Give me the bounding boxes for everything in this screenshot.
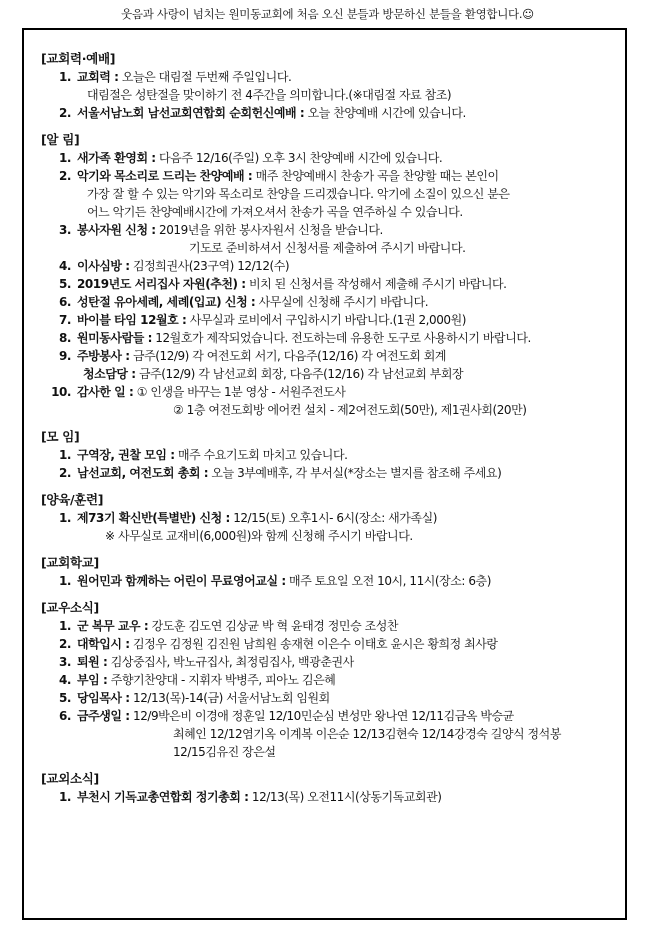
list-item xyxy=(41,464,616,482)
item-text: 매주 수요기도회 마치고 있습니다. xyxy=(174,448,348,462)
item-continuation: 대림절은 성탄절을 맞이하기 전 4주간을 의미합니다.(※대림절 자료 참조) xyxy=(87,88,452,102)
item-text: 사무실에 신청해 주시기 바랍니다. xyxy=(255,295,429,309)
item-label: 원미동사람들 : xyxy=(77,331,152,345)
item-label: 교회력 : xyxy=(77,70,119,84)
item-number: 9. xyxy=(58,349,71,363)
list-item xyxy=(41,275,616,293)
item-subline xyxy=(77,365,616,383)
item-line xyxy=(77,572,616,590)
item-content xyxy=(77,68,616,104)
section-title: [모 임] xyxy=(41,429,80,444)
list-item xyxy=(41,329,616,347)
item-text: 12/9박은비 이경애 정훈일 12/10민순심 변성만 왕나연 12/11김금옥 박승균 xyxy=(129,709,514,723)
bulletin-frame xyxy=(22,28,627,920)
item-label: 감사한 일 : xyxy=(77,385,134,399)
section-title: [교회학교] xyxy=(41,555,99,570)
item-note: ※ 사무실로 교재비(6,000원)와 함께 신청해 주시기 바랍니다. xyxy=(105,529,413,543)
item-text: 2019년을 위한 봉사자원서 신청을 받습니다. xyxy=(155,223,383,237)
list-item xyxy=(41,617,616,635)
item-number: 1. xyxy=(58,448,71,462)
item-label: 서울서남노회 남선교회연합회 순회헌신예배 : xyxy=(77,106,305,120)
section xyxy=(41,770,616,806)
item-content xyxy=(77,653,616,671)
welcome-message: 웃음과 사랑이 넘치는 원미동교회에 처음 오신 분들과 방문하신 분들을 환영합니다.☺ xyxy=(121,7,534,21)
item-continuation: 최혜인 12/12염기옥 이계복 이은순 12/13김현숙 12/14강경숙 길양식 정석봉 xyxy=(173,727,561,741)
item-line xyxy=(77,635,616,653)
section xyxy=(41,131,616,419)
item-number: 1. xyxy=(58,70,71,84)
list-item xyxy=(41,383,616,419)
list-item xyxy=(41,257,616,275)
item-label: 부천시 기독교총연합회 정기총회 : xyxy=(77,790,249,804)
list-item xyxy=(41,653,616,671)
item-content xyxy=(77,671,616,689)
item-label: 바이블 타임 12월호 : xyxy=(77,313,187,327)
list-item xyxy=(41,293,616,311)
item-content xyxy=(77,329,616,347)
item-line xyxy=(77,509,616,527)
item-content xyxy=(77,635,616,653)
item-text: 금주(12/9) 각 여전도회 서기, 다음주(12/16) 각 여전도회 회계 xyxy=(129,349,447,363)
item-number: 1. xyxy=(58,151,71,165)
item-content xyxy=(77,347,616,383)
item-text: 12/15(토) 오후1시- 6시(장소: 새가족실) xyxy=(229,511,437,525)
item-number: 4. xyxy=(58,673,71,687)
item-number: 3. xyxy=(58,655,71,669)
list-item xyxy=(41,509,616,545)
item-number: 2. xyxy=(58,466,71,480)
section xyxy=(41,554,616,590)
item-text: 강도훈 김도연 김상균 박 혁 윤태경 정민승 조성찬 xyxy=(148,619,399,633)
item-continuation: 어느 악기든 찬양예배시간에 가져오셔서 찬송가 곡을 연주하실 수 있습니다. xyxy=(87,205,463,219)
list-item xyxy=(41,572,616,590)
item-content xyxy=(77,293,616,311)
item-label: 금주생일 : xyxy=(77,709,130,723)
item-label: 부임 : xyxy=(77,673,108,687)
item-line xyxy=(77,617,616,635)
section xyxy=(41,599,616,761)
item-content xyxy=(77,104,616,122)
section-title: [교외소식] xyxy=(41,771,99,786)
item-line xyxy=(77,788,616,806)
item-number: 6. xyxy=(58,295,71,309)
item-number: 10. xyxy=(51,385,71,399)
list-item xyxy=(41,635,616,653)
item-line xyxy=(77,446,616,464)
section-title: [교회력·예배] xyxy=(41,51,116,66)
item-label: 봉사자원 신청 : xyxy=(77,223,156,237)
item-text: 매주 찬양예배시 찬송가 곡을 찬양할 때는 본인이 xyxy=(252,169,499,183)
item-label: 당임목사 : xyxy=(77,691,130,705)
item-content xyxy=(77,167,616,221)
item-number: 5. xyxy=(58,277,71,291)
item-text: ① 인생을 바꾸는 1분 영상 - 서원주전도사 xyxy=(133,385,346,399)
item-continuation: 12/15김유진 장은설 xyxy=(173,745,276,759)
item-content xyxy=(77,221,616,257)
item-line xyxy=(77,347,616,365)
item-line xyxy=(77,383,616,401)
item-label: 성탄절 유아세례, 세례(입교) 신청 : xyxy=(77,295,256,309)
item-number: 1. xyxy=(58,790,71,804)
item-text: 김정희권사(23구역) 12/12(수) xyxy=(129,259,290,273)
item-text: 12월호가 제작되었습니다. 전도하는데 유용한 도구로 사용하시기 바랍니다. xyxy=(151,331,531,345)
item-label: 대학입시 : xyxy=(77,637,130,651)
list-item xyxy=(41,68,616,104)
item-line xyxy=(77,329,616,347)
section-title: [양육/훈련] xyxy=(41,492,104,507)
item-text: 12/13(목) 오전11시(상동기독교회관) xyxy=(248,790,442,804)
list-item xyxy=(41,167,616,221)
item-label: 새가족 환영회 : xyxy=(77,151,156,165)
item-number: 5. xyxy=(58,691,71,705)
item-line xyxy=(77,68,616,86)
item-number: 8. xyxy=(58,331,71,345)
item-text: 사무실과 로비에서 구입하시기 바랍니다.(1권 2,000원) xyxy=(186,313,466,327)
item-line xyxy=(77,149,616,167)
list-item xyxy=(41,311,616,329)
item-number: 4. xyxy=(58,259,71,273)
item-number: 3. xyxy=(58,223,71,237)
item-line xyxy=(77,293,616,311)
section xyxy=(41,491,616,545)
item-number: 7. xyxy=(58,313,71,327)
item-content xyxy=(77,788,616,806)
list-item xyxy=(41,104,616,122)
item-continuation: 가장 잘 할 수 있는 악기와 목소리로 찬양을 드리겠습니다. 악기에 소질이 있으신 분은 xyxy=(87,187,510,201)
item-line xyxy=(77,671,616,689)
item-label: 구역장, 권찰 모임 : xyxy=(77,448,175,462)
item-text: 매주 토요일 오전 10시, 11시(장소: 6층) xyxy=(285,574,491,588)
item-content xyxy=(77,689,616,707)
item-content xyxy=(77,464,616,482)
item-text: 12/13(목)-14(금) 서울서남노회 임원회 xyxy=(129,691,330,705)
item-line xyxy=(77,221,616,239)
item-content xyxy=(77,707,616,761)
list-item xyxy=(41,671,616,689)
item-number: 1. xyxy=(58,511,71,525)
item-label: 청소담당 : xyxy=(83,367,136,381)
list-item xyxy=(41,446,616,464)
item-label: 원어민과 함께하는 어린이 무료영어교실 : xyxy=(77,574,286,588)
list-item xyxy=(41,347,616,383)
item-label: 남선교회, 여전도회 총회 : xyxy=(77,466,209,480)
item-content xyxy=(77,275,616,293)
item-number: 2. xyxy=(58,637,71,651)
item-content xyxy=(77,383,616,419)
item-line xyxy=(77,104,616,122)
item-number: 1. xyxy=(58,574,71,588)
item-label: 이사심방 : xyxy=(77,259,130,273)
item-text: 김정우 김정원 김진원 남희원 송재현 이은수 이태호 윤시은 황희정 최사랑 xyxy=(129,637,498,651)
item-label: 군 복무 교우 : xyxy=(77,619,149,633)
item-text: 다음주 12/16(주일) 오후 3시 찬양예배 시간에 있습니다. xyxy=(155,151,443,165)
item-text: 오늘은 대림절 두번째 주일입니다. xyxy=(118,70,292,84)
item-number: 1. xyxy=(58,619,71,633)
item-label: 퇴원 : xyxy=(77,655,108,669)
item-content xyxy=(77,257,616,275)
item-line xyxy=(77,707,616,725)
item-line xyxy=(77,653,616,671)
item-line xyxy=(77,689,616,707)
item-continuation: 기도로 준비하셔서 신청서를 제출하여 주시기 바랍니다. xyxy=(189,241,466,255)
section xyxy=(41,50,616,122)
item-content xyxy=(77,617,616,635)
section xyxy=(41,428,616,482)
item-line xyxy=(77,167,616,185)
item-label: 악기와 목소리로 드리는 찬양예배 : xyxy=(77,169,253,183)
item-line xyxy=(77,311,616,329)
item-text: 비치 된 신청서를 작성해서 제출해 주시기 바랍니다. xyxy=(245,277,507,291)
item-text: 오늘 3부예배후, 각 부서실(*장소는 별지를 참조해 주세요) xyxy=(208,466,502,480)
item-line xyxy=(77,257,616,275)
item-text: 주향기찬양대 - 지휘자 박병주, 피아노 김은혜 xyxy=(107,673,336,687)
section-title: [알 림] xyxy=(41,132,80,147)
bulletin-content xyxy=(41,50,616,815)
item-content xyxy=(77,311,616,329)
section-title: [교우소식] xyxy=(41,600,99,615)
item-text: 김상중집사, 박노규집사, 최정림집사, 백광춘권사 xyxy=(107,655,354,669)
item-content xyxy=(77,446,616,464)
item-line xyxy=(77,275,616,293)
item-number: 2. xyxy=(58,106,71,120)
item-label: 제73기 확신반(특별반) 신청 : xyxy=(77,511,230,525)
item-content xyxy=(77,572,616,590)
item-continuation: ② 1층 여전도회방 에어컨 설치 - 제2여전도회(50만), 제1권사회(20만) xyxy=(173,403,527,417)
list-item xyxy=(41,707,616,761)
item-number: 6. xyxy=(58,709,71,723)
list-item xyxy=(41,689,616,707)
item-label: 2019년도 서리집사 자원(추천) : xyxy=(77,277,246,291)
list-item xyxy=(41,149,616,167)
item-number: 2. xyxy=(58,169,71,183)
item-content xyxy=(77,509,616,545)
item-line xyxy=(77,464,616,482)
item-label: 주방봉사 : xyxy=(77,349,130,363)
list-item xyxy=(41,221,616,257)
item-text: 금주(12/9) 각 남선교회 회장, 다음주(12/16) 각 남선교회 부회장 xyxy=(135,367,464,381)
item-text: 오늘 찬양예배 시간에 있습니다. xyxy=(304,106,466,120)
item-content xyxy=(77,149,616,167)
list-item xyxy=(41,788,616,806)
